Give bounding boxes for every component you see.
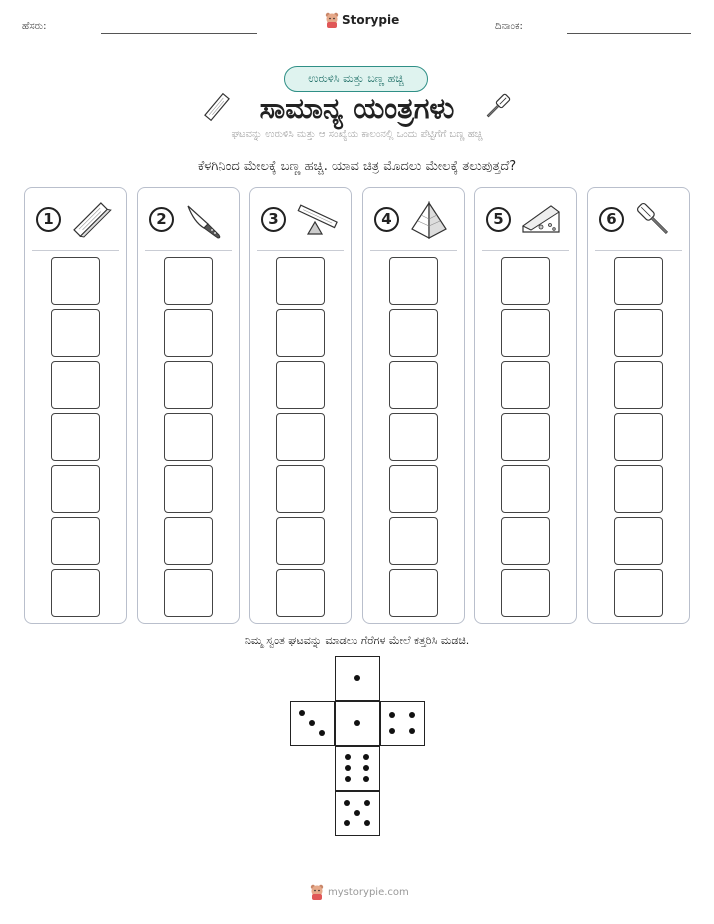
color-box[interactable]	[389, 465, 438, 513]
color-box[interactable]	[389, 309, 438, 357]
color-box[interactable]	[164, 413, 213, 461]
pip	[354, 720, 360, 726]
brand-name: Storypie	[342, 13, 400, 27]
pip	[344, 820, 350, 826]
pip	[363, 776, 369, 782]
pip	[409, 728, 415, 734]
pip	[364, 800, 370, 806]
pip	[299, 710, 305, 716]
color-box[interactable]	[164, 465, 213, 513]
column-number: 3	[261, 207, 286, 232]
bear-logo-icon	[325, 12, 339, 28]
pip	[344, 800, 350, 806]
pip	[354, 675, 360, 681]
page-title: ಸಾಮಾನ್ಯ ಯಂತ್ರಗಳು	[259, 91, 455, 125]
box-stack	[51, 257, 100, 621]
box-stack	[389, 257, 438, 621]
die-face-lower	[335, 746, 380, 791]
color-box[interactable]	[614, 309, 663, 357]
cheese-wedge-icon	[519, 198, 563, 242]
pip	[364, 820, 370, 826]
screwdriver-icon	[632, 198, 676, 242]
lever-seesaw-icon	[294, 198, 338, 242]
color-box[interactable]	[276, 569, 325, 617]
column-4	[362, 187, 465, 624]
color-box[interactable]	[614, 569, 663, 617]
screwdriver-title-icon	[480, 90, 514, 124]
pip	[309, 720, 315, 726]
pip	[363, 754, 369, 760]
color-box[interactable]	[276, 257, 325, 305]
color-box[interactable]	[164, 517, 213, 565]
color-box[interactable]	[276, 517, 325, 565]
color-box[interactable]	[501, 517, 550, 565]
color-box[interactable]	[276, 465, 325, 513]
color-box[interactable]	[389, 361, 438, 409]
column-number: 5	[486, 207, 511, 232]
color-box[interactable]	[614, 517, 663, 565]
color-box[interactable]	[501, 465, 550, 513]
pip	[354, 810, 360, 816]
color-box[interactable]	[51, 257, 100, 305]
name-label: ಹೆಸರು:	[22, 21, 47, 32]
color-box[interactable]	[276, 361, 325, 409]
color-box[interactable]	[501, 569, 550, 617]
inclined-plane-board-icon	[69, 198, 113, 242]
color-box[interactable]	[614, 257, 663, 305]
color-box[interactable]	[276, 413, 325, 461]
color-box[interactable]	[51, 361, 100, 409]
column-divider	[145, 250, 232, 251]
color-box[interactable]	[501, 413, 550, 461]
column-2	[137, 187, 240, 624]
question-text: ಕೆಳಗಿನಿಂದ ಮೇಲಕ್ಕೆ ಬಣ್ಣ ಹಚ್ಚಿ. ಯಾವ ಚಿತ್ರ ಮೊದಲು ಮೇಲಕ್ಕೆ ತಲುಪುತ್ತದೆ?	[197, 159, 517, 174]
date-line	[567, 33, 691, 34]
column-divider	[482, 250, 569, 251]
date-label: ದಿನಾಂಕ:	[495, 21, 523, 32]
pip	[345, 776, 351, 782]
die-instruction: ನಿಮ್ಮ ಸ್ವಂತ ಘಟವನ್ನು ಮಾಡಲು ಗೆರೆಗಳ ಮೇಲೆ ಕತ್ತರಿಸಿ ಮಡಚಿ.	[244, 634, 470, 647]
color-box[interactable]	[501, 309, 550, 357]
color-box[interactable]	[164, 361, 213, 409]
column-divider	[595, 250, 682, 251]
activity-tag: ಉರುಳಿಸಿ ಮತ್ತು ಬಣ್ಣ ಹಚ್ಚಿ	[284, 66, 428, 92]
box-stack	[164, 257, 213, 621]
pip	[345, 765, 351, 771]
column-6	[587, 187, 690, 624]
pip	[363, 765, 369, 771]
color-box[interactable]	[389, 257, 438, 305]
color-box[interactable]	[51, 569, 100, 617]
die-face-top	[335, 656, 380, 701]
column-number: 2	[149, 207, 174, 232]
column-divider	[257, 250, 344, 251]
instruction-subtitle: ಘಟವನ್ನು ಉರುಳಿಸಿ ಮತ್ತು ಆ ಸಂಖ್ಯೆಯ ಕಾಲಂನಲ್ಲಿ ಒಂದು ಪೆಟ್ಟಿಗೆಗೆ ಬಣ್ಣ ಹಚ್ಚಿ	[231, 129, 483, 140]
die-face-right	[380, 701, 425, 746]
knife-wedge-icon	[182, 198, 226, 242]
column-number: 1	[36, 207, 61, 232]
box-stack	[614, 257, 663, 621]
color-box[interactable]	[501, 257, 550, 305]
pip	[389, 712, 395, 718]
name-line	[101, 33, 257, 34]
color-box[interactable]	[389, 413, 438, 461]
pip	[319, 730, 325, 736]
pip	[409, 712, 415, 718]
color-box[interactable]	[389, 569, 438, 617]
color-box[interactable]	[164, 309, 213, 357]
column-5	[474, 187, 577, 624]
color-box[interactable]	[51, 413, 100, 461]
color-box[interactable]	[51, 309, 100, 357]
pyramid-icon	[407, 198, 451, 242]
box-stack	[501, 257, 550, 621]
color-box[interactable]	[614, 361, 663, 409]
pip	[389, 728, 395, 734]
box-stack	[276, 257, 325, 621]
column-number: 4	[374, 207, 399, 232]
color-box[interactable]	[51, 517, 100, 565]
footer	[310, 884, 409, 900]
color-box[interactable]	[51, 465, 100, 513]
column-3	[249, 187, 352, 624]
column-divider	[32, 250, 119, 251]
die-face-center	[335, 701, 380, 746]
bear-footer-icon	[310, 884, 324, 900]
color-box[interactable]	[501, 361, 550, 409]
pip	[345, 754, 351, 760]
brand-logo	[325, 12, 399, 28]
color-box[interactable]	[164, 569, 213, 617]
column-number: 6	[599, 207, 624, 232]
die-face-bottom	[335, 791, 380, 836]
column-1	[24, 187, 127, 624]
footer-site[interactable]: mystorypie.com	[328, 886, 409, 898]
color-box[interactable]	[164, 257, 213, 305]
color-box[interactable]	[614, 465, 663, 513]
color-box[interactable]	[276, 309, 325, 357]
die-face-left	[290, 701, 335, 746]
color-box[interactable]	[389, 517, 438, 565]
color-box[interactable]	[614, 413, 663, 461]
column-divider	[370, 250, 457, 251]
